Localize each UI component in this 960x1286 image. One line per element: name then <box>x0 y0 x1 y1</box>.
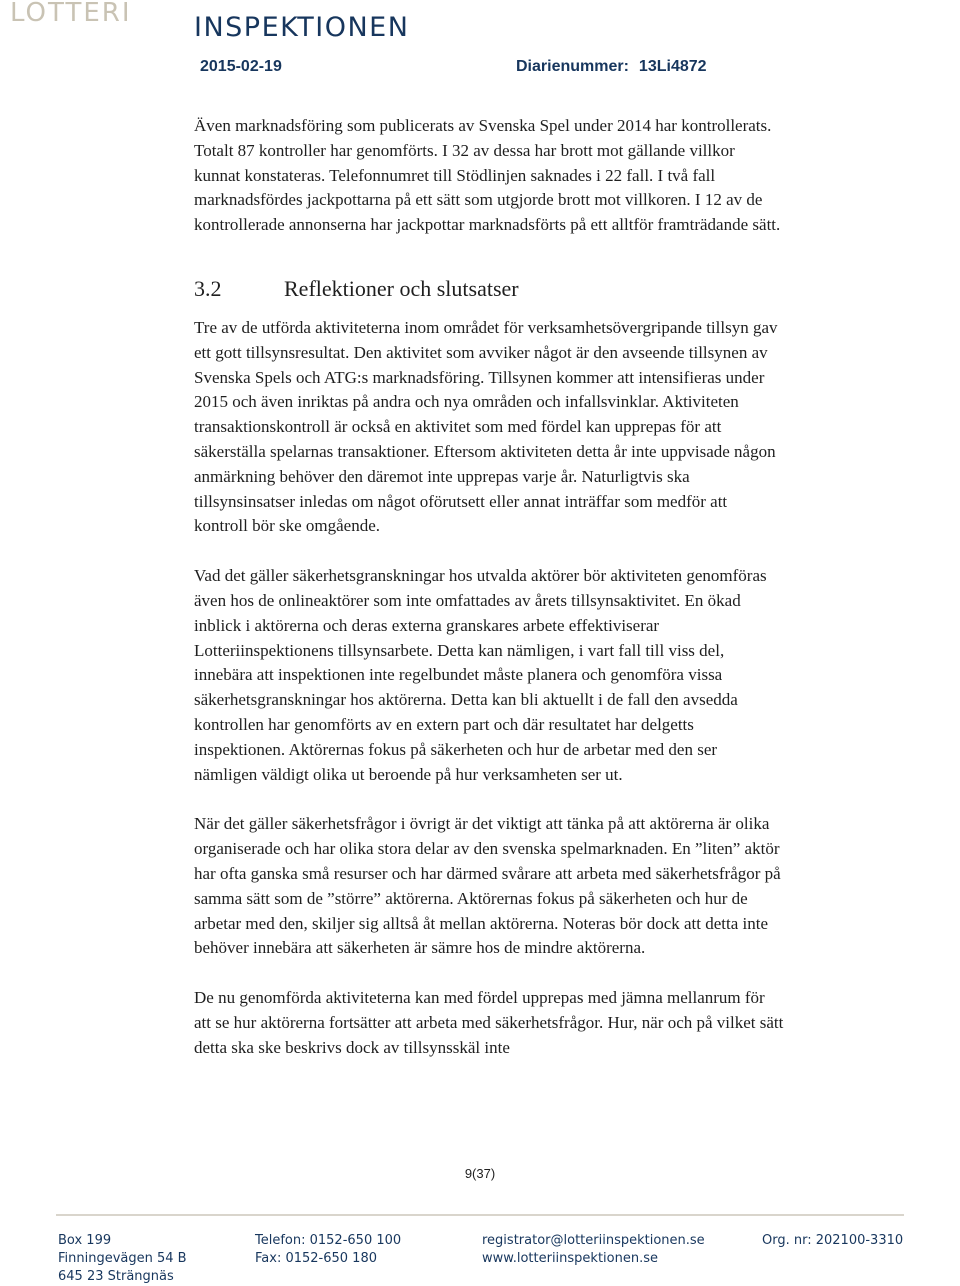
lotteriinspektionen-logo <box>6 0 446 46</box>
paragraph-marketing-control: Även marknadsföring som publicerats av Svenska Spel under 2014 har kontrollerats. Totalt 87 kontroller har genomförts. I 32 av dessa har brott mot gällande villkor kunnat konstateras. Telefonnumret till Stödlinjen saknades i 22 fall. I två fall marknadsfördes jackpottarna på ett sätt som utgjorde brott mot villkoren. I 12 av de kontrollerade annonserna har jackpottar marknadsförts på ett alltför framträdande sätt. <box>194 116 781 235</box>
logo-top-text: LOTTERI <box>10 0 132 28</box>
footer-address-line: Box 199 <box>58 1233 112 1248</box>
footer-divider <box>56 1214 904 1216</box>
footer-telephone: Telefon: 0152-650 100 <box>255 1233 402 1248</box>
footer-website-link[interactable]: www.lotteriinspektionen.se <box>482 1251 658 1266</box>
footer-fax: Fax: 0152-650 180 <box>255 1251 377 1266</box>
footer-phone <box>255 1232 401 1268</box>
footer-address <box>58 1232 187 1286</box>
footer-org-number: Org. nr: 202100-3310 <box>762 1233 904 1248</box>
section-heading <box>194 274 784 304</box>
paragraph-reflections: Tre av de utförda aktiviteterna inom området för verksamhetsövergripande tillsyn gav ett gott tillsynsresultat. Den aktivitet som avviker något är den avseende tillsynen av Svenska Spels och ATG:s marknadsföring. Tillsynen kommer att intensifieras under 2015 och även inriktas på andra och nya områden och infallsvinklar. Aktiviteten transaktionskontroll är också en aktivitet som med fördel kan upprepas för att säkerställa spelarnas transaktioner. Eftersom aktiviteten detta år inte uppvisade någon anmärkning behöver den däremot inte upprepas varje år. Naturligtvis ska tillsynsinsatser inledas om något oförutsett eller annat inträffar som medför att kontroll bör ske omgående. <box>194 317 778 536</box>
paragraph-repeat-activities: De nu genomförda aktiviteterna kan med fördel upprepas med jämna mellanrum för att se hur aktörerna fortsätter att arbeta med säkerhetsfrågor. Hur, när och på vilket sätt detta ska ske beskrivs dock av tillsynsskäl inte <box>194 988 784 1057</box>
footer-web <box>482 1232 705 1268</box>
paragraph-security-questions: När det gäller säkerhetsfrågor i övrigt är det viktigt att tänka på att aktörerna är olika organiserade och har olika stora delar av den svenska spelmarknaden. En ”liten” aktör har ofta ganska små resurser och har därmed svårare att arbeta med säkerhetsfrågor på samma sätt som de ”större” aktörerna. Aktörernas fokus på säkerheten och hur de arbetar med den, skiljer sig alltså åt mellan aktörerna. Noteras bör dock att detta inte behöver innebära att säkerheten är sämre hos de mindre aktörerna. <box>194 814 781 958</box>
paragraph-security-reviews: Vad det gäller säkerhetsgranskningar hos utvalda aktörer bör aktiviteten genomföras även hos de onlineaktörer som inte omfattades av årets tillsynsaktivitet. En ökad inblick i aktörerna och deras externa granskares arbete effektiviserar Lotteriinspektionens tillsynsarbete. Detta kan nämligen, i vart fall till viss del, innebära att inspektionen inte regelbundet måste planera och genomföra vissa säkerhetsgranskningar hos aktörerna. Detta kan bli aktuellt i de fall den avsedda kontrollen har genomförts av en extern part och där resultatet har delgetts inspektionen. Aktörernas fokus på säkerheten och hur de arbetar med den ser nämligen väldigt olika ut beroende på hur verksamheten ser ut. <box>194 566 767 784</box>
section-number: 3.2 <box>194 275 222 301</box>
footer-email-link[interactable]: registrator@lotteriinspektionen.se <box>482 1233 705 1248</box>
footer-address-line: 645 23 Strängnäs <box>58 1269 174 1284</box>
diarie-label: Diarienummer: <box>516 58 629 75</box>
footer-address-line: Finningevägen 54 B <box>58 1251 187 1266</box>
header-date: 2015-02-19 <box>200 58 282 75</box>
footer-org <box>762 1232 903 1250</box>
diarie-number: 13Li4872 <box>638 58 707 75</box>
page-number: 9(37) <box>464 1166 496 1181</box>
header-diarienummer <box>516 58 707 76</box>
section-title: Reflektioner och slutsatser <box>284 275 519 301</box>
document-body <box>194 114 784 1061</box>
logo-bottom-text: INSPEKTIONEN <box>194 12 410 43</box>
